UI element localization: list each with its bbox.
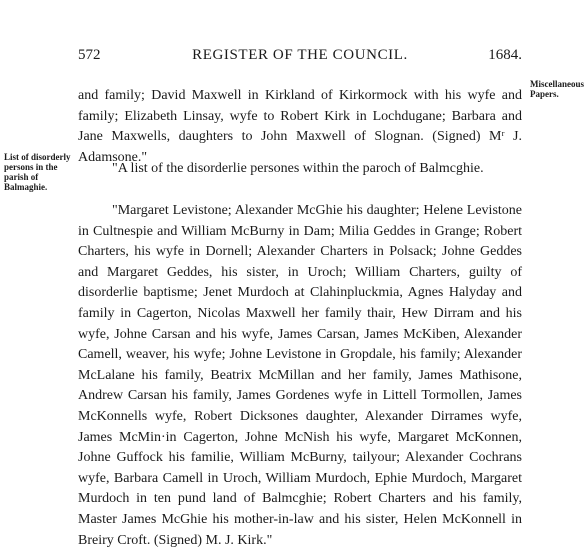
page-number: 572 <box>78 47 101 63</box>
paragraph-list-body: "Margaret Levistone; Alexander McGhie his daughter; Helene Levistone in Cultnespie and William McBurny in Dam; Milia Geddes in Grange; Robert Charters, his wyfe in Dornell; Alexander Charters in Polsack; Johne Geddes and Margaret Geddes, his sister, in Uroch; William Charters, guilty of disorderlie baptisme; Jenet Murdoch at Clahinpluckmia, Agnes Halyday and family in Cagerton, Nicolas Maxwell her family thair, Hew Dirram and his wyfe, Johne Carsan and his wyfe, James Carsan, James McKiben, Alexander Camell, weaver, his wyfe; Johne Levistone in Gropdale, his family; Alexander McLalane his family, Beatrix McMillan and her family, James Mathisone, Andrew Carsan his family, James Gordenes wyfe in Littell Tormollen, James McKonnells wyfe, Robert Dicksones daughter, Alexander Dirrames wyfe, James McMin·in Cagerton, Johne McNish his wyfe, Margaret McKonnen, Johne Guffock his familie, William McBurny, tailyour; Alexander Cochrans wyfe, Barbara Camell in Uroch, William Murdoch, Ephie Murdoch, Margaret Murdoch in ten pund land of Balmcghie; Robert Charters and his family, Master James McGhie his mother-in-law and his sister, Helen McKonnell in Breiry Croft. (Signed) M. J. Kirk." <box>78 203 522 548</box>
page-title: REGISTER OF THE COUNCIL. <box>192 47 408 63</box>
running-head <box>78 44 522 66</box>
margin-note-miscellaneous-papers: Miscellaneous Papers. <box>530 79 584 99</box>
margin-note-disorderly-persons: List of disorderly persons in the parish of Balmaghie. <box>4 152 71 192</box>
page-year: 1684. <box>488 47 522 63</box>
paragraph-continuation: and family; David Maxwell in Kirkland of Kirkormock with his wyfe and family; Elizabeth Linsay, wyfe to Robert Kirk in Lochdugane; Barbara and Jane Maxwells, daughters to John Maxwell of Slognan. (Signed) Mʳ J. Adamsone." <box>78 88 522 165</box>
paragraph-list-heading: "A list of the disorderlie persones within the paroch of Balmcghie. <box>112 161 484 176</box>
